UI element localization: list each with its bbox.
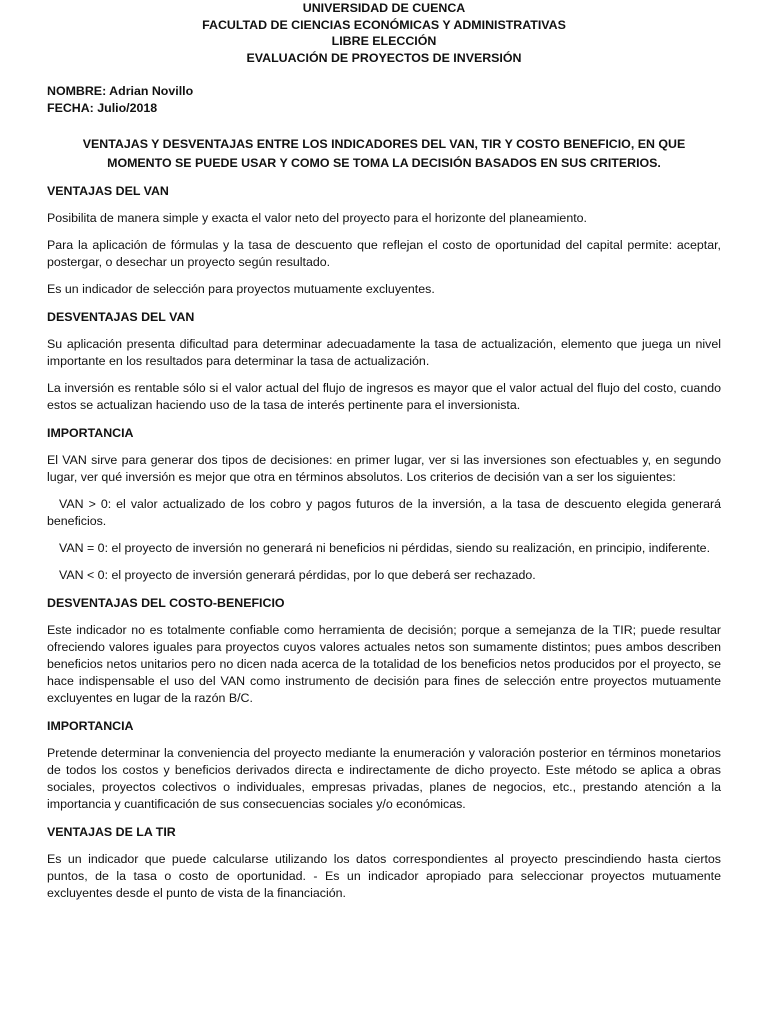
document-title: VENTAJAS Y DESVENTAJAS ENTRE LOS INDICADORES DEL VAN, TIR Y COSTO BENEFICIO, EN QUE MOMENTO SE PUEDE USAR Y COMO SE TOMA LA DECISIÓN BASADOS EN SUS CRITERIOS. [82, 137, 686, 170]
criterion-van-zero: VAN = 0: el proyecto de inversión no generará ni beneficios ni pérdidas, siendo su realización, en principio, indiferente. [59, 541, 711, 555]
section-heading-ventajas-van: VENTAJAS DEL VAN [47, 184, 169, 198]
paragraph: Este indicador no es totalmente confiable como herramienta de decisión; porque a semejanza de la TIR; puede resultar ofreciendo valores iguales para proyectos cuyos valores actuales netos son sumamente distintos; pues ambos describen beneficios netos unitarios pero no dicen nada acerca de la totalidad de los beneficios netos producidos por el proyecto, se hace indispensable el uso del VAN como instrumento de decisión para fines de selección entre proyectos mutuamente excluyentes en lugar de la razón B/C. [47, 623, 721, 705]
document-header [47, 0, 721, 66]
course-name: LIBRE ELECCIÓN [331, 34, 437, 48]
student-name: NOMBRE: Adrian Novillo [47, 84, 194, 98]
paragraph: El VAN sirve para generar dos tipos de decisiones: en primer lugar, ver si las inversiones son efectuables y, en segundo lugar, ver qué inversión es mejor que otra en términos absolutos. Los criterios de decisión van a ser los siguientes: [47, 453, 721, 484]
document-date: FECHA: Julio/2018 [47, 100, 158, 115]
section-heading-importancia-cb: IMPORTANCIA [47, 719, 134, 733]
section-heading-importancia-van: IMPORTANCIA [47, 426, 134, 440]
paragraph: Pretende determinar la conveniencia del proyecto mediante la enumeración y valoración posterior en términos monetarios de todos los costos y beneficios derivados directa e indirectamente de dicho proyecto. Este método se aplica a obras sociales, proyectos colectivos o individuales, empresas privadas, planes de negocios, etc., prestando atención a la importancia y cuantificación de sus consecuencias sociales y/o económicas. [47, 746, 721, 811]
university-name: UNIVERSIDAD DE CUENCA [302, 1, 466, 15]
paragraph: Es un indicador que puede calcularse utilizando los datos correspondientes al proyecto prescindiendo hasta ciertos puntos, de la tasa o costo de oportunidad. - Es un indicador apropiado para seleccionar proyectos mutuamente excluyentes desde el punto de vista de la financiación. [47, 852, 721, 900]
document-meta [47, 83, 721, 116]
paragraph: Su aplicación presenta dificultad para determinar adecuadamente la tasa de actualización, elemento que juega un nivel importante en los resultados para determinar la tasa de actualización. [47, 337, 721, 368]
section-heading-desventajas-van: DESVENTAJAS DEL VAN [47, 310, 195, 324]
subject-name: EVALUACIÓN DE PROYECTOS DE INVERSIÓN [246, 50, 522, 65]
criterion-van-negative: VAN < 0: el proyecto de inversión generará pérdidas, por lo que deberá ser rechazado. [59, 568, 536, 582]
faculty-name: FACULTAD DE CIENCIAS ECONÓMICAS Y ADMINISTRATIVAS [202, 17, 566, 32]
paragraph: Para la aplicación de fórmulas y la tasa de descuento que reflejan el costo de oportunidad del capital permite: aceptar, postergar, o desechar un proyecto según resultado. [47, 238, 721, 269]
paragraph: Posibilita de manera simple y exacta el valor neto del proyecto para el horizonte del planeamiento. [47, 211, 587, 225]
paragraph: La inversión es rentable sólo si el valor actual del flujo de ingresos es mayor que el valor actual del flujo del costo, cuando estos se actualizan haciendo uso de la tasa de interés pertinente para el inversionista. [47, 381, 721, 412]
criterion-van-positive: VAN > 0: el valor actualizado de los cobro y pagos futuros de la inversión, a la tasa de descuento elegida generará beneficios. [47, 497, 721, 528]
section-heading-desventajas-cb: DESVENTAJAS DEL COSTO-BENEFICIO [47, 596, 285, 610]
section-heading-ventajas-tir: VENTAJAS DE LA TIR [47, 825, 176, 839]
paragraph: Es un indicador de selección para proyectos mutuamente excluyentes. [47, 282, 435, 296]
